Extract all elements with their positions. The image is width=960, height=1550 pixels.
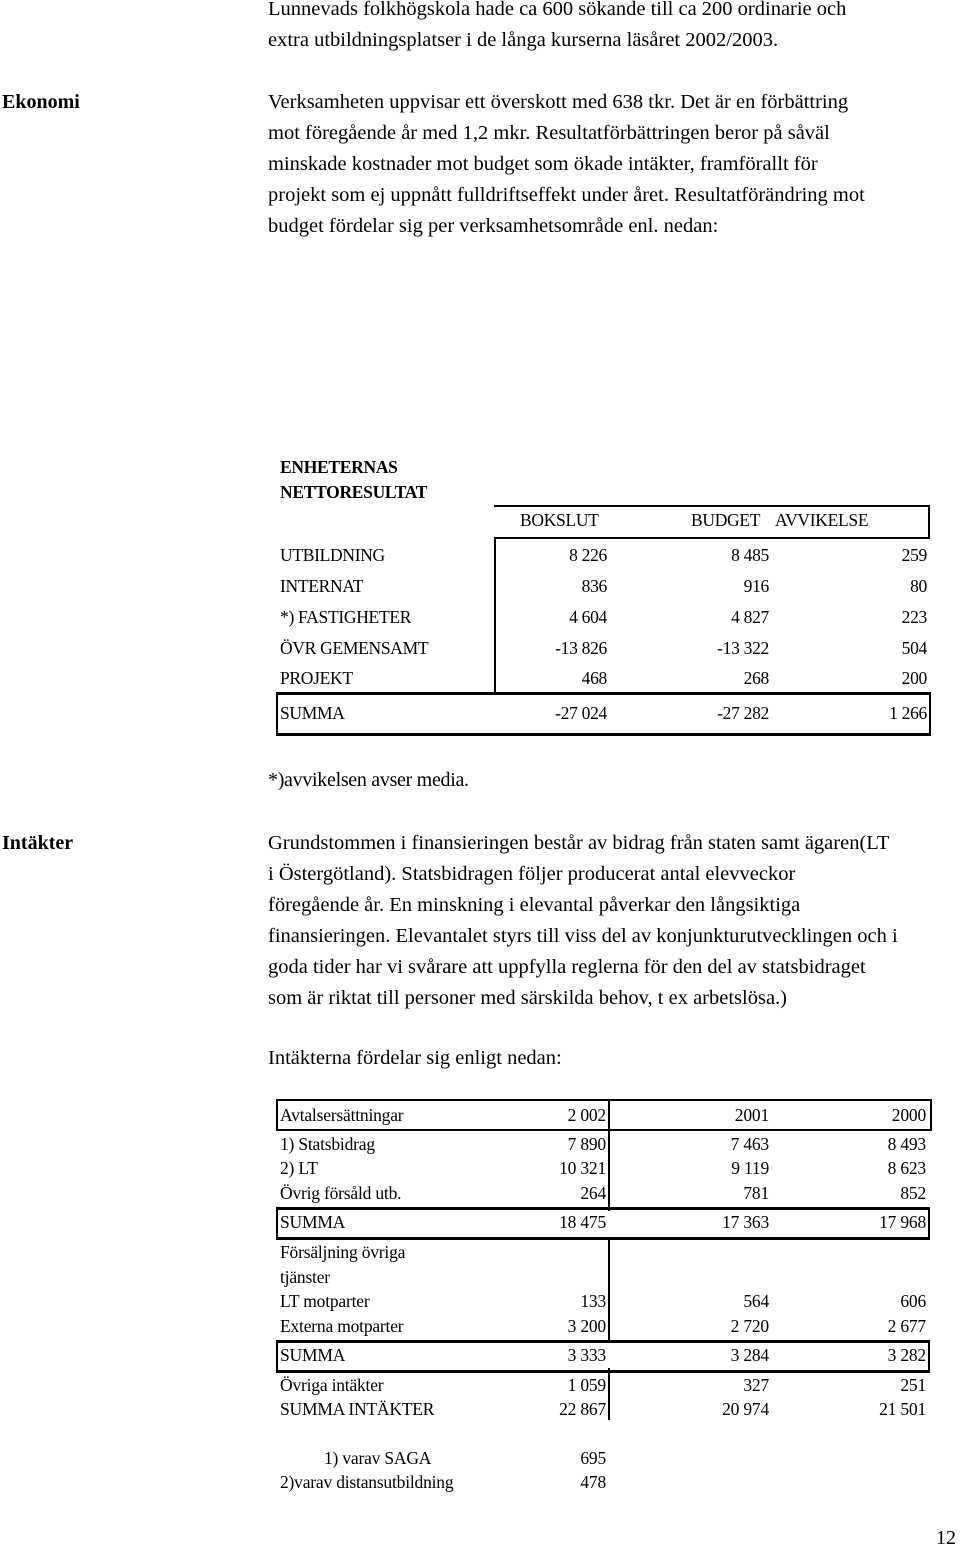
intakter-lead: Intäkterna fördelar sig enligt nedan: bbox=[268, 1047, 562, 1069]
intakter-line: Grundstommen i finansieringen består av bidrag från staten samt ägaren(LT bbox=[268, 832, 890, 854]
cell-2002: 10 321 bbox=[559, 1158, 606, 1178]
row-label: SUMMA bbox=[280, 1345, 346, 1365]
cell-2000: 251 bbox=[900, 1375, 926, 1395]
row-label: SUMMA bbox=[280, 1212, 346, 1232]
table-rule bbox=[494, 537, 496, 694]
cell-2000: 17 968 bbox=[879, 1212, 926, 1232]
row-label: ÖVR GEMENSAMT bbox=[280, 638, 429, 658]
intakter-line: goda tider har vi svårare att uppfylla reglerna för den del av statsbidraget bbox=[268, 956, 866, 978]
cell-2001: 20 974 bbox=[722, 1399, 769, 1419]
row-label: SUMMA bbox=[280, 703, 345, 723]
cell-2000: 606 bbox=[900, 1291, 926, 1311]
intakter-line: föregående år. En minskning i elevantal påverkar den långsiktiga bbox=[268, 894, 801, 916]
row-label: UTBILDNING bbox=[280, 545, 385, 565]
row-label: 2) LT bbox=[280, 1158, 318, 1178]
group-title: Försäljning övriga bbox=[280, 1242, 406, 1262]
cell-budget: 8 485 bbox=[731, 545, 769, 565]
cell-2000: 8 493 bbox=[887, 1134, 926, 1154]
cell-bokslut: 4 604 bbox=[569, 607, 607, 627]
row-label: *) FASTIGHETER bbox=[280, 607, 412, 627]
col-header-2002: 2 002 bbox=[567, 1105, 606, 1125]
table-rule bbox=[608, 1129, 610, 1211]
cell-2001: 564 bbox=[743, 1291, 769, 1311]
cell-bokslut: 836 bbox=[581, 576, 607, 596]
intro-line: Lunnevads folkhögskola hade ca 600 sökande till ca 200 ordinarie och bbox=[268, 0, 847, 20]
cell-avvikelse: 504 bbox=[901, 638, 927, 658]
cell-2002: 7 890 bbox=[567, 1134, 606, 1154]
cell-2002: 18 475 bbox=[559, 1212, 606, 1232]
cell-bokslut: -13 826 bbox=[555, 638, 607, 658]
group-title: tjänster bbox=[280, 1267, 330, 1287]
cell-2000: 8 623 bbox=[887, 1158, 926, 1178]
row-label: PROJEKT bbox=[280, 668, 353, 688]
cell-2002: 264 bbox=[580, 1183, 606, 1203]
cell-budget: 268 bbox=[743, 668, 769, 688]
table-title: ENHETERNAS bbox=[280, 457, 398, 477]
cell-avvikelse: 259 bbox=[901, 545, 927, 565]
cell-2001: 327 bbox=[743, 1375, 769, 1395]
table-rule bbox=[608, 1368, 610, 1420]
ekonomi-line: Verksamheten uppvisar ett överskott med 638 tkr. Det är en förbättring bbox=[268, 91, 849, 113]
table-rule bbox=[928, 505, 930, 539]
row-label: Externa motparter bbox=[280, 1316, 404, 1336]
row-label: LT motparter bbox=[280, 1291, 370, 1311]
cell-bokslut: 8 226 bbox=[569, 545, 607, 565]
row-label: Övrig försåld utb. bbox=[280, 1183, 402, 1203]
col-header-2000: 2000 bbox=[891, 1105, 926, 1125]
cell-bokslut: 468 bbox=[581, 668, 607, 688]
section-heading-ekonomi: Ekonomi bbox=[2, 91, 80, 113]
section-heading-intakter: Intäkter bbox=[2, 832, 74, 854]
note-label: 2)varav distansutbildning bbox=[280, 1472, 454, 1492]
intakter-line: som är riktat till personer med särskilda behov, t ex arbetslösa.) bbox=[268, 987, 787, 1009]
cell-avvikelse: 200 bbox=[901, 668, 927, 688]
cell-budget: 4 827 bbox=[731, 607, 769, 627]
column-header-avvikelse: AVVIKELSE bbox=[775, 510, 869, 530]
intakter-line: i Östergötland). Statsbidragen följer producerat antal elevveckor bbox=[268, 863, 796, 885]
intro-paragraph bbox=[268, 0, 958, 56]
ekonomi-paragraph bbox=[268, 87, 958, 242]
row-label: INTERNAT bbox=[280, 576, 364, 596]
cell-2002: 1 059 bbox=[567, 1375, 606, 1395]
row-label: 1) Statsbidrag bbox=[280, 1134, 375, 1154]
cell-2001: 17 363 bbox=[722, 1212, 769, 1232]
cell-2001: 2 720 bbox=[730, 1316, 769, 1336]
cell-2001: 781 bbox=[743, 1183, 769, 1203]
cell-2002: 3 200 bbox=[567, 1316, 606, 1336]
cell-2002: 3 333 bbox=[567, 1345, 606, 1365]
cell-2001: 7 463 bbox=[730, 1134, 769, 1154]
cell-2001: 9 119 bbox=[731, 1158, 769, 1178]
ekonomi-line: minskade kostnader mot budget som ökade intäkter, framförallt för bbox=[268, 153, 818, 175]
note-value: 478 bbox=[580, 1472, 606, 1492]
table-title: NETTORESULTAT bbox=[280, 482, 428, 502]
cell-budget: -27 282 bbox=[717, 703, 769, 723]
ekonomi-line: projekt som ej uppnått fulldriftseffekt under året. Resultatförändring mot bbox=[268, 184, 865, 206]
table-rule bbox=[608, 1239, 610, 1342]
col-header-2001: 2001 bbox=[734, 1105, 769, 1125]
cell-budget: 916 bbox=[743, 576, 769, 596]
intakter-paragraph bbox=[268, 828, 958, 1014]
cell-budget: -13 322 bbox=[717, 638, 769, 658]
cell-2002: 22 867 bbox=[559, 1399, 606, 1419]
cell-2000: 3 282 bbox=[887, 1345, 926, 1365]
row-label: Avtalsersättningar bbox=[280, 1105, 404, 1125]
column-header-budget: BUDGET bbox=[691, 510, 761, 530]
cell-2000: 21 501 bbox=[879, 1399, 926, 1419]
row-label: SUMMA INTÄKTER bbox=[280, 1399, 435, 1419]
note-label: 1) varav SAGA bbox=[324, 1448, 432, 1468]
ekonomi-line: mot föregående år med 1,2 mkr. Resultatförbättringen beror på såväl bbox=[268, 122, 830, 144]
table-footnote: *)avvikelsen avser media. bbox=[268, 769, 469, 791]
cell-avvikelse: 223 bbox=[901, 607, 927, 627]
cell-avvikelse: 80 bbox=[910, 576, 927, 596]
column-header-bokslut: BOKSLUT bbox=[520, 510, 599, 530]
cell-avvikelse: 1 266 bbox=[889, 703, 927, 723]
cell-bokslut: -27 024 bbox=[555, 703, 607, 723]
ekonomi-line: budget fördelar sig per verksamhetsområde enl. nedan: bbox=[268, 215, 719, 237]
note-value: 695 bbox=[580, 1448, 606, 1468]
row-label: Övriga intäkter bbox=[280, 1375, 384, 1395]
cell-2002: 133 bbox=[580, 1291, 606, 1311]
cell-2000: 2 677 bbox=[887, 1316, 926, 1336]
cell-2000: 852 bbox=[900, 1183, 926, 1203]
cell-2001: 3 284 bbox=[730, 1345, 769, 1365]
page-number: 12 bbox=[936, 1527, 956, 1549]
intro-line: extra utbildningsplatser i de långa kurserna läsåret 2002/2003. bbox=[268, 29, 779, 51]
table-rule bbox=[494, 505, 930, 507]
table-rule bbox=[608, 1101, 610, 1129]
table-rule bbox=[494, 537, 930, 539]
intakter-line: finansieringen. Elevantalet styrs till viss del av konjunkturutvecklingen och i bbox=[268, 925, 898, 947]
